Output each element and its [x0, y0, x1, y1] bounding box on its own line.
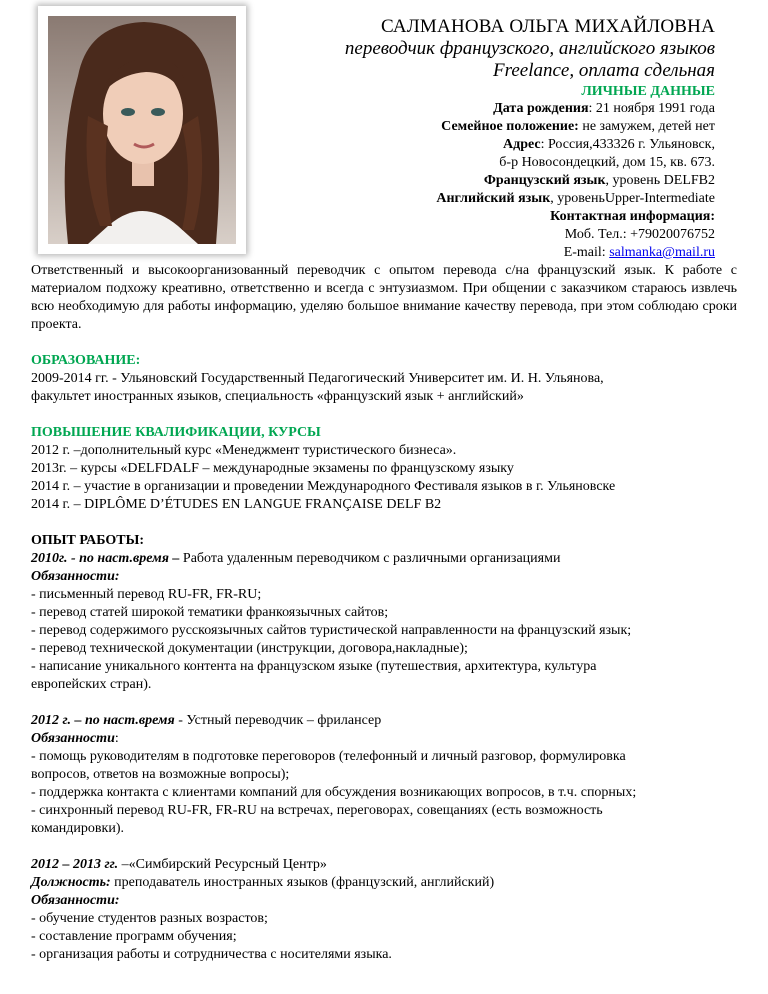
- freelance-note: Freelance, оплата сдельная: [493, 60, 715, 81]
- email-link[interactable]: salmanka@mail.ru: [609, 245, 715, 260]
- duty-item: - поддержка контакта с клиентами компаний для обсуждения возникающих вопросов, в т.ч. спорных;: [31, 785, 637, 800]
- job2-duties-label: Обязанности:: [31, 731, 119, 746]
- french-level: Французский язык, уровень DELFB2: [483, 173, 715, 188]
- job3: [31, 856, 737, 964]
- duty-item: - перевод статей широкой тематики франкоязычных сайтов;: [31, 605, 389, 620]
- birth-date: Дата рождения: 21 ноября 1991 года: [493, 101, 715, 116]
- contacts-heading: Контактная информация:: [550, 209, 715, 224]
- course-item: 2013г. – курсы «DELFDALF – международные экзамены по французскому языку: [31, 461, 514, 476]
- job2: [31, 712, 737, 838]
- duty-item: - синхронный перевод RU-FR, FR-RU на встречах, переговорах, совещаниях (есть возможность: [31, 803, 603, 818]
- job2-title: 2012 г. – по наст.время - Устный переводчик – фрилансер: [31, 713, 382, 728]
- duty-item: - написание уникального контента на французском языке (путешествия, архитектура, культура: [31, 659, 597, 674]
- duty-item: - составление программ обучения;: [31, 929, 237, 944]
- duty-item: - организация работы и сотрудничества с носителями языка.: [31, 947, 392, 962]
- course-item: 2014 г. – DIPLÔME D’ÉTUDES EN LANGUE FRANÇAISE DELF B2: [31, 497, 442, 512]
- duty-item: - обучение студентов разных возрастов;: [31, 911, 268, 926]
- job3-position: Должность: преподаватель иностранных языков (французский, английский): [31, 875, 495, 890]
- personal-data-heading: ЛИЧНЫЕ ДАННЫЕ: [581, 84, 715, 99]
- intro-paragraph: Ответственный и высокоорганизованный переводчик с опытом перевода с/на французский язык. К работе с материалом подхожу креативно, ответственно и всегда с энтузиазмом. При общении с заказчиком стараюсь извлечь всю необходимую для работы информацию, уделяю большое внимание качеству перевода, при этом соблюдаю сроки проекта.: [31, 263, 737, 332]
- full-name: САЛМАНОВА ОЛЬГА МИХАЙЛОВНА: [381, 16, 715, 37]
- job1-title: 2010г. - по наст.время – Работа удаленным переводчиком с различными организациями: [31, 551, 561, 566]
- profile-photo: [38, 6, 246, 254]
- phone: Моб. Тел.: +79020076752: [564, 227, 715, 242]
- address: Адрес: Россия,433326 г. Ульяновск,: [503, 137, 715, 152]
- duty-item: - перевод технической документации (инструкции, договора,накладные);: [31, 641, 468, 656]
- email-row: E-mail: salmanka@mail.ru: [563, 245, 715, 260]
- experience-heading: ОПЫТ РАБОТЫ:: [31, 533, 145, 548]
- course-item: 2014 г. – участие в организации и проведении Международного Фестиваля языков в г. Ульяновске: [31, 479, 616, 494]
- family-status: Семейное положение: не замужем, детей нет: [441, 119, 715, 134]
- address-line2: б-р Новосондецкий, дом 15, кв. 673.: [499, 155, 715, 170]
- duty-item: вопросов, ответов на возможные вопросы);: [31, 767, 290, 782]
- duty-item: европейских стран).: [31, 677, 152, 692]
- education-line: 2009-2014 гг. - Ульяновский Государственный Педагогический Университет им. И. Н. Ульянова,: [31, 371, 604, 386]
- duty-item: командировки).: [31, 821, 124, 836]
- job3-duties-label: Обязанности:: [31, 893, 120, 908]
- education-line: факультет иностранных языков, специальность «французский язык + английский»: [31, 389, 524, 404]
- courses-heading: ПОВЫШЕНИЕ КВАЛИФИКАЦИИ, КУРСЫ: [31, 425, 321, 440]
- resume-body: [31, 262, 737, 964]
- english-level: Английский язык, уровеньUpper-Intermediate: [436, 191, 715, 206]
- education-heading: ОБРАЗОВАНИЕ:: [31, 353, 141, 368]
- resume-header: [345, 16, 715, 262]
- job3-title: 2012 – 2013 гг. –«Симбирский Ресурсный Центр»: [31, 857, 327, 872]
- duty-item: - письменный перевод RU-FR, FR-RU;: [31, 587, 262, 602]
- portrait-image: [48, 16, 236, 244]
- duty-item: - помощь руководителям в подготовке переговоров (телефонный и личный разговор, формулировка: [31, 749, 626, 764]
- course-item: 2012 г. –дополнительный курс «Менеджмент туристического бизнеса».: [31, 443, 457, 458]
- job1-duties-label: Обязанности:: [31, 569, 120, 584]
- duty-item: - перевод содержимого русскоязычных сайтов туристической направленности на французский язык;: [31, 623, 632, 638]
- job-title: переводчик французского, английского языков: [344, 38, 715, 59]
